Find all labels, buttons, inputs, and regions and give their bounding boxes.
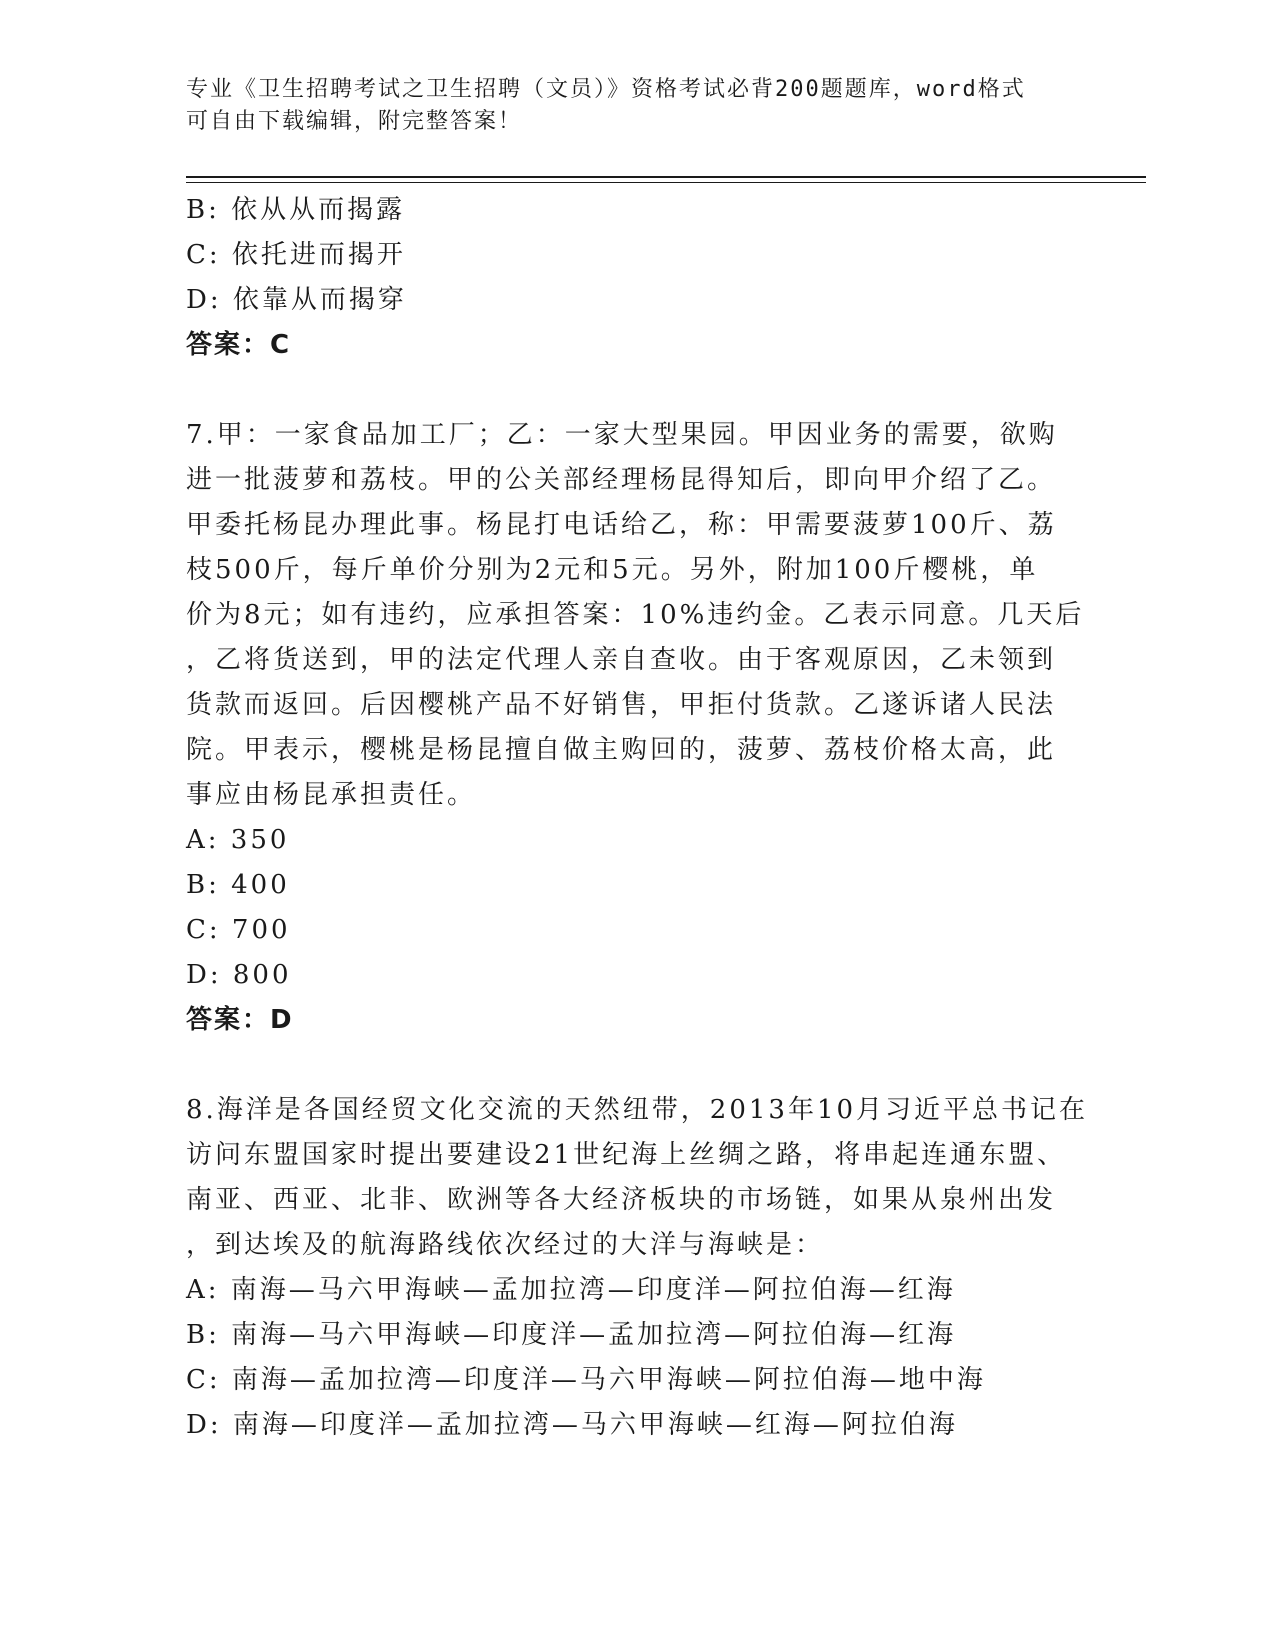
header-line-2: 可自由下载编辑，附完整答案！	[186, 109, 523, 134]
question-7-options	[186, 818, 1086, 998]
option-c: C: 700	[186, 915, 291, 945]
option-a: A: 南海—马六甲海峡—孟加拉湾—印度洋—阿拉伯海—红海	[186, 1275, 956, 1305]
stem-line: 进一批菠萝和荔枝。甲的公关部经理杨昆得知后，即向甲介绍了乙。	[186, 465, 1057, 495]
header-rule-thick	[186, 176, 1146, 178]
option-d: D: 依靠从而揭穿	[186, 285, 407, 315]
question-6-options	[186, 188, 1086, 323]
question-6-answer: 答案：C	[186, 330, 292, 360]
stem-line: 院。甲表示，樱桃是杨昆擅自做主购回的，菠萝、荔枝价格太高，此	[186, 735, 1057, 765]
question-7-answer: 答案：D	[186, 1005, 294, 1035]
stem-line: 南亚、西亚、北非、欧洲等各大经济板块的市场链，如果从泉州出发	[186, 1185, 1057, 1215]
stem-line: 价为8元；如有违约，应承担答案：10%违约金。乙表示同意。几天后	[186, 600, 1085, 630]
stem-line: 甲委托杨昆办理此事。杨昆打电话给乙，称：甲需要菠萝100斤、荔	[186, 510, 1057, 540]
document-body	[186, 188, 1089, 1448]
stem-line: ，乙将货送到，甲的法定代理人亲自查收。由于客观原因，乙未领到	[186, 645, 1057, 675]
spacer	[186, 368, 1086, 413]
stem-line: 货款而返回。后因樱桃产品不好销售，甲拒付货款。乙遂诉诸人民法	[186, 690, 1057, 720]
header-rule-thin	[186, 182, 1146, 183]
option-a: A: 350	[186, 825, 290, 855]
option-b: B: 依从从而揭露	[186, 195, 406, 225]
stem-line: 枝500斤，每斤单价分别为2元和5元。另外，附加100斤樱桃，单	[186, 555, 1039, 585]
question-8-options	[186, 1268, 1086, 1448]
option-c: C: 依托进而揭开	[186, 240, 406, 270]
option-d: D: 800	[186, 960, 292, 990]
stem-line: 8.海洋是各国经贸文化交流的天然纽带，2013年10月习近平总书记在	[186, 1095, 1089, 1125]
question-8-stem	[186, 1088, 1089, 1268]
stem-line: 访问东盟国家时提出要建设21世纪海上丝绸之路，将串起连通东盟、	[186, 1140, 1067, 1170]
question-7-stem	[186, 413, 1086, 818]
option-b: B: 400	[186, 870, 290, 900]
header-line-1: 专业《卫生招聘考试之卫生招聘（文员）》资格考试必背200题题库，word格式	[186, 77, 1026, 102]
stem-line: ，到达埃及的航海路线依次经过的大洋与海峡是：	[186, 1230, 825, 1260]
option-b: B: 南海—马六甲海峡—印度洋—孟加拉湾—阿拉伯海—红海	[186, 1320, 957, 1350]
stem-line: 7.甲：一家食品加工厂；乙：一家大型果园。甲因业务的需要，欲购	[186, 420, 1058, 450]
option-c: C: 南海—孟加拉湾—印度洋—马六甲海峡—阿拉伯海—地中海	[186, 1365, 986, 1395]
option-d: D: 南海—印度洋—孟加拉湾—马六甲海峡—红海—阿拉伯海	[186, 1410, 958, 1440]
stem-line: 事应由杨昆承担责任。	[186, 780, 477, 810]
page-header	[186, 74, 1066, 138]
spacer	[186, 1043, 1086, 1088]
